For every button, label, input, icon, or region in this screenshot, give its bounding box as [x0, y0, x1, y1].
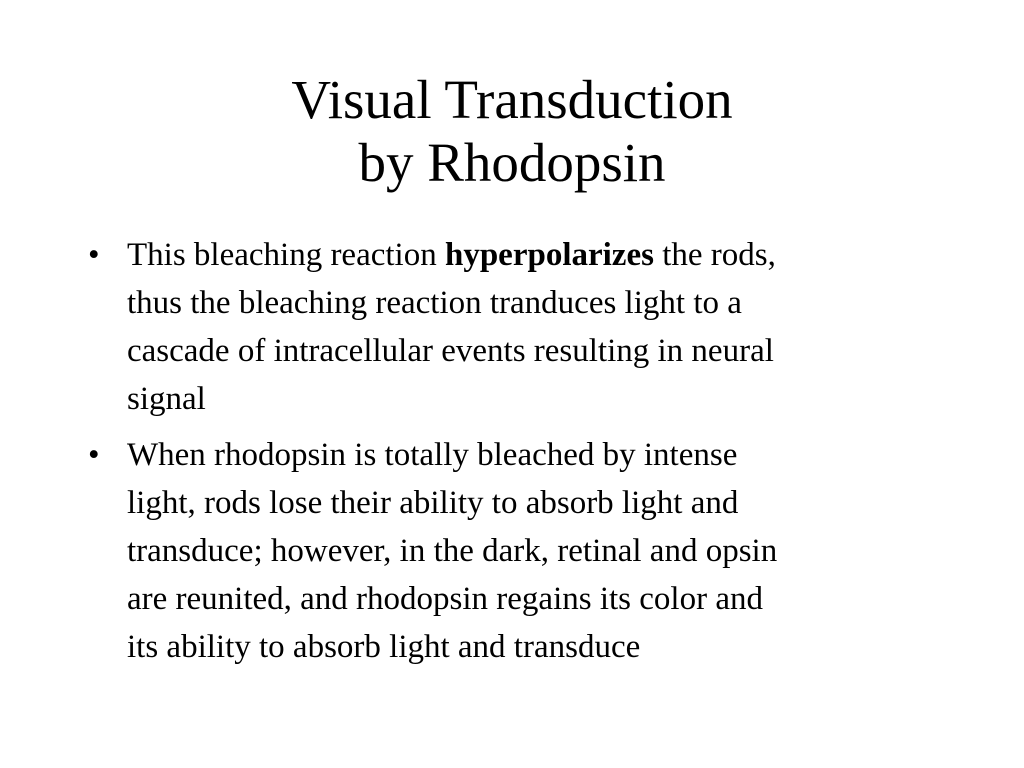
bullet-1-line-3: cascade of intracellular events resulting in neural: [127, 333, 774, 369]
bullet-text-1: [127, 231, 948, 423]
bullet-1-text-start: This bleaching reaction: [127, 237, 445, 273]
bullet-1-line-4: signal: [127, 381, 206, 417]
bullet-marker: •: [88, 237, 100, 273]
slide-title: [0, 68, 1024, 194]
bullet-2-line-4: are reunited, and rhodopsin regains its color and: [127, 581, 763, 617]
title-line-1: Visual Transduction: [291, 69, 733, 130]
bullet-2-line-3: transduce; however, in the dark, retinal and opsin: [127, 533, 778, 569]
title-line-2: by Rhodopsin: [358, 132, 666, 193]
bullet-2-line-1: When rhodopsin is totally bleached by intense: [127, 437, 738, 473]
bullet-1-text-end: the rods,: [653, 237, 776, 273]
bullet-2-line-5: its ability to absorb light and transduce: [127, 629, 641, 665]
bullet-1-bold-term: hyperpolarizes: [444, 237, 654, 273]
bullet-item-2: [88, 431, 948, 671]
bullet-marker: •: [88, 437, 100, 473]
bullet-item-1: [88, 231, 948, 423]
bullet-1-line-1: [127, 231, 948, 279]
bullet-2-line-2: light, rods lose their ability to absorb light and: [127, 485, 739, 521]
bullet-1-line-2: thus the bleaching reaction tranduces light to a: [127, 285, 742, 321]
bullet-list: [88, 231, 948, 679]
bullet-text-2: [127, 431, 948, 671]
